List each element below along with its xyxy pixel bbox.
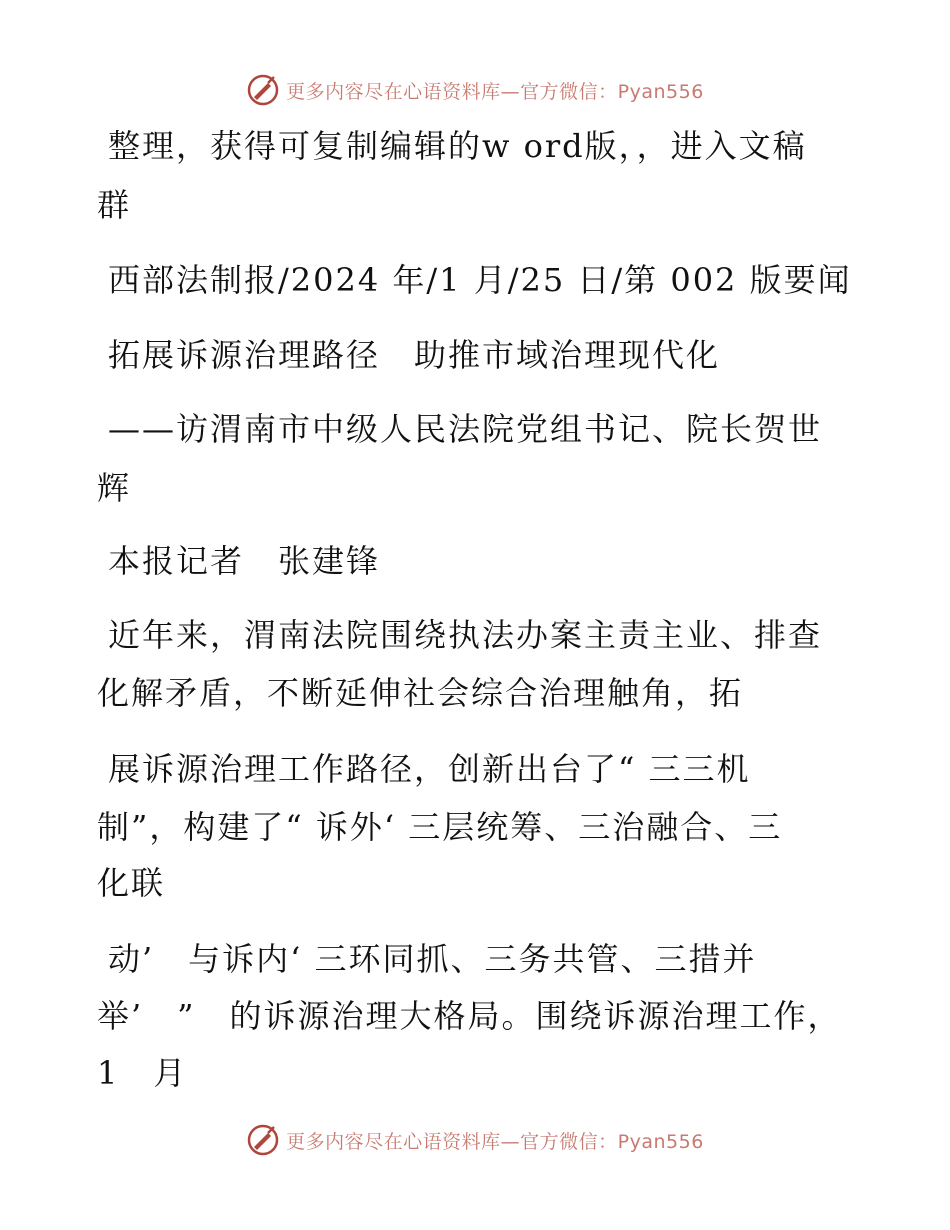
article-title: 拓展诉源治理路径 助推市域治理现代化: [108, 336, 721, 374]
quill-logo-icon: [246, 1123, 280, 1157]
text-line: 化解矛盾，不断延伸社会综合治理触角，拓: [97, 674, 744, 712]
text-line: 近年来，渭南法院围绕执法办案主责主业、排查: [108, 616, 823, 654]
text-line: 整理，获得可复制编辑的w ord版，，进入文稿: [108, 127, 807, 165]
source-line: 西部法制报/2024 年/1 月/25 日/第 002 版要闻: [108, 261, 852, 299]
article-subtitle: ——访渭南市中级人民法院党组书记、院长贺世: [108, 410, 823, 448]
watermark-text: 更多内容尽在心语资料库—官方微信：Pyan556: [286, 1130, 704, 1153]
text-line: 群: [97, 186, 132, 224]
text-line: 动’ 与诉内‘ 三环同抓、三务共管、三措并: [108, 940, 757, 978]
quill-logo-icon: [246, 73, 280, 107]
watermark-text: 更多内容尽在心语资料库—官方微信：Pyan556: [286, 80, 704, 103]
footer-watermark: [0, 1120, 950, 1160]
article-subtitle-cont: 辉: [97, 469, 132, 507]
text-line: 制”，构建了“ 诉外‘ 三层统筹、三治融合、三: [97, 808, 783, 846]
header-watermark: [0, 70, 950, 110]
byline: 本报记者 张建锋: [108, 542, 381, 580]
text-line: 举’ ” 的诉源治理大格局。围绕诉源治理工作，: [97, 997, 842, 1035]
text-line: 1 月: [97, 1054, 188, 1092]
text-line: 化联: [97, 864, 166, 902]
text-line: 展诉源治理工作路径，创新出台了“ 三三机: [108, 750, 751, 788]
